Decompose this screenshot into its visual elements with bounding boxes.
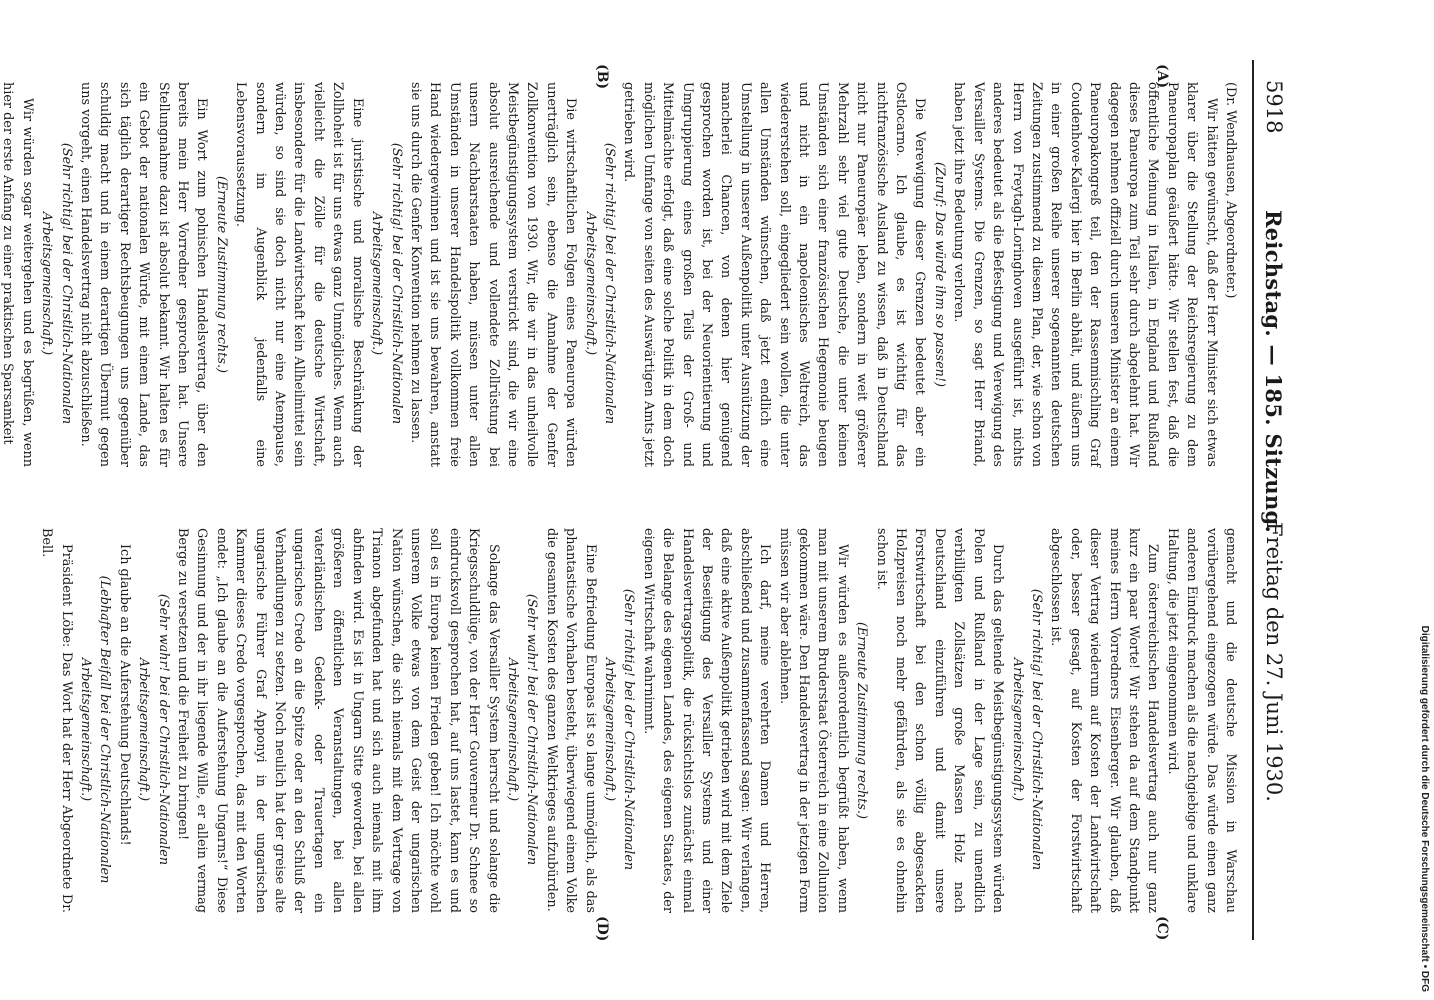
left-column: [0, 82, 1240, 467]
digitization-credit: [1414, 8, 1434, 992]
speaker-attribution: (Dr. Wendhausen, Abgeordneter.): [1223, 82, 1238, 299]
paragraph: Eine juristische und moralische Beschränkung der Zollhoheit ist für uns etwas ganz Unmögliches. Wenn auch vielleicht die Zölle für die deutsche Wirtschaft, insbesondere für die Landwirtschaft kein Allheilmittel sein würden, so sind sie doch nicht nur eine Atempause, sondern im Augenblick jedenfalls eine Lebensvoraussetzung.: [233, 82, 365, 467]
paragraph: Durch das geltende Meistbegünstigungssystem würden Polen und Rußland in der Lage sein, zu unendlich verbilligten Zollsätzen große Massen Holz nach Deutschland einzuführen und damit unsere Forstwirtschaft bei den schon völlig abgesackten Holzpreisen noch mehr gefährden, als sie es ohnehin schon ist.: [873, 528, 1006, 913]
applause-note: (Sehr richtig! bei der Christlich-Nationalen Arbeitsgemeinschaft.): [1009, 588, 1044, 871]
applause-note: (Erneute Zustimmung rechts.): [213, 175, 229, 374]
rotated-scan-page: [0, 60, 1310, 942]
applause-note: (Sehr richtig! bei der Christlich-Nationalen Arbeitsgemeinschaft.): [369, 142, 404, 425]
paragraph: Ein Wort zum polnischen Handelsvertrag, über den bereits mein Herr Vorredner gesprochen hat. Unsere Stellungnahme dazu ist absolut bekannt. Wir halten es für ein Gebot der nationalen Würde, mit einem Lande, das sich täglich derartiger Rechtsbeugungen uns gegenüber schuldig macht und in einem derartigen Übermut gegen uns vorgeht, einen Handelsvertrag nicht abzuschließen.: [78, 82, 210, 467]
margin-mark-c: (C): [1154, 916, 1170, 941]
applause-note: (Lebhafter Beifall bei der Christlich-Nationalen Arbeitsgemeinschaft.): [78, 575, 113, 884]
paragraph: Die Verewigung dieser Grenzen bedeutet aber ein Ostlocarno. Ich glaube, es ist wichtig für das nichtfranzösische Ausland zu wissen, daß in Deutschland nicht nur Paneuropäer leben, sondern in weit größerer Mehrzahl sehr viel gute Deutsche, die unter keinen Umständen sich einer französischen Hegemonie beugen und nicht in ein napoleonisches Weltreich, das wiedererstehen soll, eingegliedert sein wollen, die unter allen Umständen wünschen, daß jetzt endlich eine Umstellung in unserer Außenpolitik unter Ausnützung der mancherlei Chancen, von denen hier genügend gesprochen worden ist, bei der Neuorientierung und Umgruppierung eines großen Teils der Groß- und Mittelmächte erfolgt, daß eine solche Politik in dem doch möglichen Umfange von seiten des Auswärtigen Amts jetzt getrieben wird.: [621, 82, 928, 467]
right-column: [39, 528, 1240, 913]
paragraph: Wir würden sogar weitergehen und es begrüßen, wenn hier der erste Anfang zu einer praktischen Sparsamkeit: [0, 82, 35, 467]
margin-mark-d: (D): [594, 916, 610, 942]
paragraph: Eine Befriedung Europas ist so lange unmöglich, als das phantastische Vorhaben besteht, überwiegend einem Volke die gesamten Kosten des ganzen Weltkrieges aufzubürden.: [543, 528, 598, 913]
president-statement: Präsident Löbe: Das Wort hat der Herr Abgeordnete Dr. Bell.: [39, 528, 74, 913]
paragraph: Solange das Versailler System herrscht und solange die Kriegsschuldlüge, von der Herr Gouverneur Dr. Schnee so eindrucksvoll gesprochen hat, auf uns lastet, kann es und soll es in Europa keinen Frieden geben! Ich möchte wohl unserem Volke etwas von dem Geist der ungarischen Nation wünschen, die sich niemals mit dem Vertrage von Trianon abgefunden hat und sich auch niemals mit ihm abfinden wird. Es ist in Ungarn Sitte geworden, bei allen größeren öffentlichen Veranstaltungen, bei allen vaterländischen Gedenk- oder Trauertagen ein ungarisches Credo an die Spitze oder an den Schluß der Verhandlungen zu setzen. Noch neulich hat der greise alte ungarische Führer Graf Apponyi in der ungarischen Kammer dieses Credo vorgesprochen, das mit den Worten endet: „Ich glaube an die Auferstehung Ungarns!“ Diese Gesinnung und der in ihr liegende Wille, er allein vermag Berge zu versetzen und die Freiheit zu bringen!: [175, 528, 501, 913]
page-number: 5918: [1262, 80, 1286, 134]
applause-note: (Sehr wahr! bei der Christlich-Nationalen Arbeitsgemeinschaft.): [504, 593, 540, 866]
paragraph: Wir hätten gewünscht, daß der Herr Minister sich etwas klarer über die Stellung der Reichsregierung zu dem Paneuropaplan geäußert hätte. Wir stellen fest, daß die öffentliche Meinung in Italien, in England und Rußland dieses Paneuropa zum Teil sehr durch abgelehnt hat. Wir dagegen nehmen offiziell durch unseren Minister an einem Paneuropakongreß teil, den der Rassenmischling Graf Coudenhove-Kalergi hier in Berlin abhält, und äußern uns in einer großen Reihe unserer sogenannten deutschen Zeitungen zustimmend zu diesem Plan, der, wie schon von Herrn von Freytagh-Loringhoven ausgeführt ist, nichts anderes bedeutet als die Befestigung und Verewigung des Versailler Systems. Die Grenzen, so sagt Herr Briand, haben jetzt ihre Bedeutung verloren.: [951, 82, 1219, 467]
applause-note: (Sehr richtig! bei der Christlich-Nationalen Arbeitsgemeinschaft.): [39, 142, 74, 425]
paragraph: Ich glaube an die Auferstehung Deutschlands!: [116, 544, 132, 846]
page-content: [0, 60, 1310, 942]
paragraph: Ich darf, meine verehrten Damen und Herren, abschließend und zusammenfassend sagen: Wir verlangen, daß eine aktive Außenpolitik getrieben wird mit dem Ziele der Beseitigung des Versailler Systems und einer Handelsvertragspolitik, die rücksichtslos zunächst einmal die Belange des eigenen Landes, des eigenen Staates, der eigenen Wirtschaft wahrnimmt.: [640, 528, 773, 913]
paragraph: Wir würden es außerordentlich begrüßt haben, wenn man mit unserem Bruderstaat Österreich in eine Zollunion gekommen wäre. Den Handelsvertrag in der jetzigen Form müssen wir aber ablehnen.: [776, 528, 850, 913]
margin-mark-a: (A): [1154, 64, 1170, 89]
paragraph: Die wirtschaftlichen Folgen eines Paneuropa würden unerträglich sein, ebenso die Annahme der Genfer Zollkonvention von 1930. Wir, die wir in das unheilvolle Meistbegünstigungssystem verstrickt sind, die wir eine absolut ausreichende und vollendete Zollrüstung bei unsern Nachbarstaaten haben, müssen unter allen Umständen in unserer Handelspolitik vollkommen freie Hand wiedergewinnen und ist sie uns bewahren, anstatt sie uns durch die Genfer Konvention nehmen zu lassen.: [407, 82, 579, 467]
digitization-credit-text: Digitalisierung gefördert durch die Deutsche Forschungsgemeinschaft • DFG: [1419, 625, 1430, 992]
applause-note: (Sehr richtig! bei der Christlich-Nationalen Arbeitsgemeinschaft.): [582, 142, 617, 425]
running-head: [1252, 60, 1290, 940]
paragraph: gemacht und die deutsche Mission in Warschau vorübergehend eingezogen würde. Das würde einen ganz anderen Eindruck machen als die nachgiebige und unklare Haltung, die jetzt eingenommen wird.: [1164, 528, 1238, 913]
applause-note: (Erneute Zustimmung rechts.): [854, 621, 870, 820]
applause-note: (Sehr wahr! bei der Christlich-Nationalen Arbeitsgemeinschaft.): [136, 593, 171, 866]
paragraph: Zum österreichischen Handelsvertrag auch nur ganz kurz ein paar Worte! Wir stehen da auf dem Standpunkt meines Herrn Vorredners Eisenberger. Wir glauben, daß dieser Vertrag wiederum auf Kosten der Landwirtschaft oder, besser gesagt, auf Kosten der Forstwirtschaft abgeschlossen ist.: [1048, 528, 1161, 913]
session-title: Reichstag. — 185. Sitzung.: [1261, 210, 1286, 534]
session-date: Freitag den 27. Juni 1930.: [1262, 522, 1286, 802]
margin-mark-b: (B): [594, 64, 610, 90]
applause-note: (Sehr richtig! bei der Christlich-Nationalen Arbeitsgemeinschaft.): [602, 588, 637, 871]
interjection: (Zuruf: Das würde ihm so passen!): [931, 161, 947, 388]
